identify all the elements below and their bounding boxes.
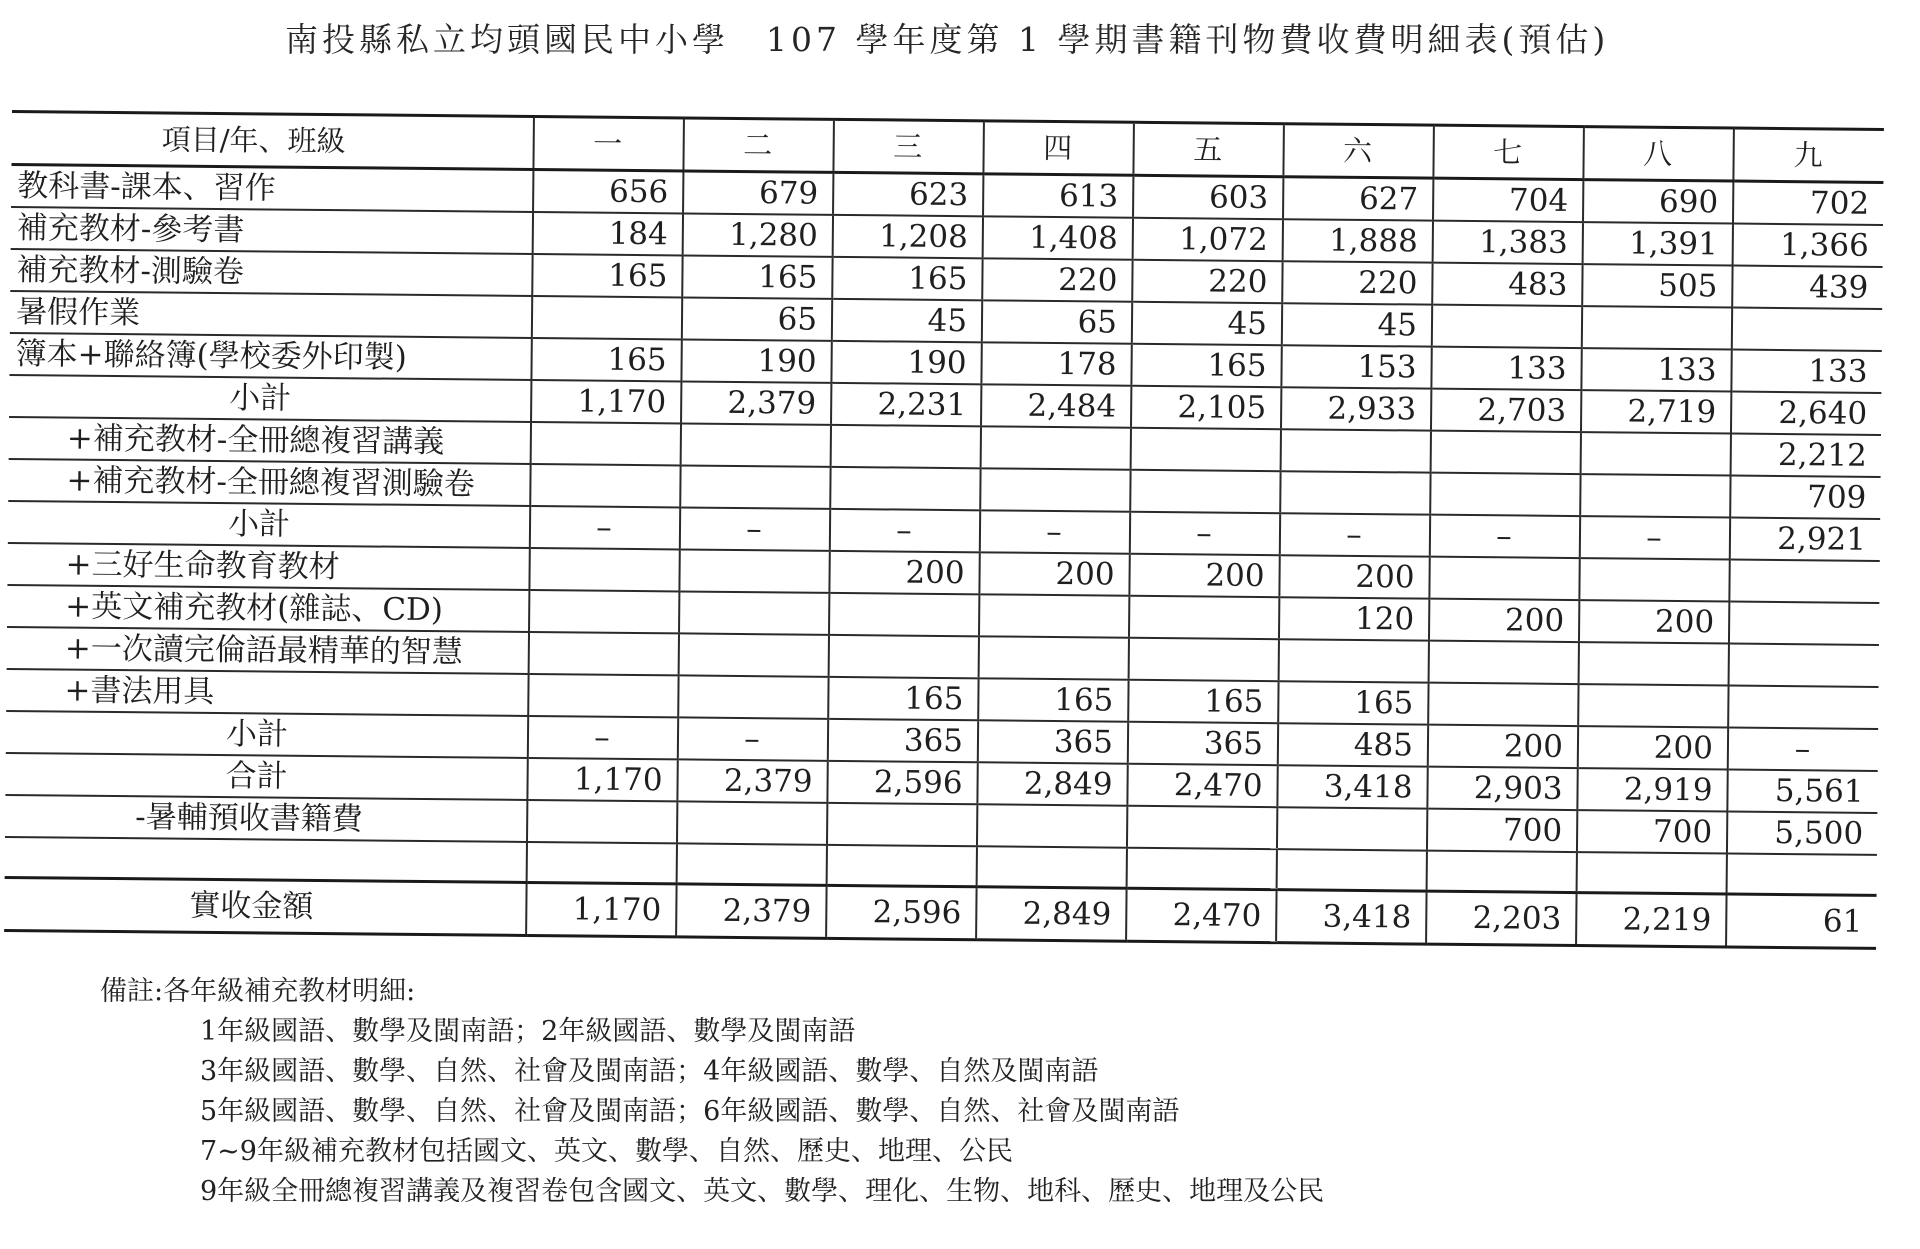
table-cell <box>529 548 679 591</box>
grade-header: 九 <box>1733 128 1884 182</box>
table-cell: 165 <box>978 678 1128 721</box>
table-cell <box>979 594 1129 637</box>
grade-header: 八 <box>1583 127 1734 181</box>
table-cell: 709 <box>1730 476 1880 519</box>
table-cell: 45 <box>1282 303 1432 346</box>
table-cell: 1,888 <box>1283 219 1433 262</box>
table-cell <box>1579 642 1729 685</box>
table-cell <box>981 426 1131 469</box>
table-cell: 220 <box>1282 261 1432 304</box>
table-cell <box>1129 638 1279 681</box>
row-label: +英文補充教材(雜誌、CD) <box>7 585 529 632</box>
table-cell: 2,203 <box>1426 891 1577 945</box>
table-cell: 3,418 <box>1276 890 1427 944</box>
row-label: 補充教材-測驗卷 <box>10 249 532 296</box>
row-label <box>5 837 527 883</box>
table-cell: 200 <box>1279 555 1429 598</box>
table-cell: 2,484 <box>981 384 1131 427</box>
grade-header: 七 <box>1433 125 1584 179</box>
table-cell: 483 <box>1432 263 1582 306</box>
row-label: 補充教材-參考書 <box>11 207 533 254</box>
table-cell: 2,379 <box>677 759 827 802</box>
remark-line: 7~9年級補充教材包括國文、英文、數學、自然、歷史、地理、公民 <box>200 1136 1013 1167</box>
table-cell: 439 <box>1732 266 1882 309</box>
row-label: +一次讀完倫語最精華的智慧 <box>7 627 529 674</box>
remarks-section <box>100 972 1324 1212</box>
table-cell: 2,470 <box>1127 764 1277 807</box>
grade-header: 五 <box>1133 122 1284 176</box>
table-cell: 165 <box>682 255 832 298</box>
table-cell: 627 <box>1283 177 1433 221</box>
table-cell: 2,219 <box>1576 893 1727 947</box>
table-cell <box>1280 471 1430 514</box>
table-cell <box>1430 473 1580 516</box>
table-cell <box>1281 429 1431 472</box>
table-cell <box>830 467 980 510</box>
table-cell: 2,105 <box>1131 386 1281 429</box>
table-cell: 2,703 <box>1431 389 1581 432</box>
row-label: 小計 <box>9 375 531 422</box>
document-title: 南投縣私立均頭國民中小學 107 學年度第 1 學期書籍刊物費收費明細表(預估) <box>285 20 1610 59</box>
table-cell: 2,719 <box>1581 390 1731 433</box>
table-cell <box>1277 807 1427 850</box>
table-cell: 165 <box>832 257 982 300</box>
table-cell <box>681 423 831 466</box>
table-cell: 165 <box>1128 680 1278 723</box>
table-cell: – <box>1430 515 1580 558</box>
table-cell <box>1131 428 1281 471</box>
table-cell: 5,500 <box>1727 811 1877 854</box>
table-cell: 603 <box>1133 175 1283 219</box>
table-cell <box>979 636 1129 679</box>
table-cell: 2,640 <box>1731 392 1881 435</box>
table-cell <box>528 674 678 717</box>
table-cell: 679 <box>683 171 833 215</box>
table-cell <box>1127 806 1277 849</box>
table-cell: 704 <box>1433 178 1583 222</box>
table-cell <box>1578 684 1728 727</box>
table-cell <box>1581 432 1731 475</box>
table-cell <box>1579 558 1729 601</box>
table-cell: 133 <box>1581 348 1731 391</box>
table-cell: 165 <box>1131 344 1281 387</box>
table-cell <box>1729 644 1879 687</box>
table-cell: 700 <box>1427 809 1577 852</box>
row-label: 簿本+聯絡簿(學校委外印製) <box>9 333 531 380</box>
table-cell <box>1429 557 1579 600</box>
table-cell: 165 <box>828 677 978 720</box>
table-cell: 1,383 <box>1433 221 1583 264</box>
table-cell: 2,933 <box>1281 387 1431 430</box>
table-cell: 656 <box>533 170 683 214</box>
table-cell <box>680 465 830 508</box>
table-cell: 61 <box>1726 894 1877 948</box>
row-label: +三好生命教育教材 <box>7 543 529 590</box>
table-cell: 613 <box>983 174 1133 218</box>
fee-table-body <box>4 164 1883 948</box>
table-cell: 200 <box>1578 726 1728 769</box>
table-cell <box>1431 431 1581 474</box>
table-cell: 190 <box>681 339 831 382</box>
table-cell: 2,596 <box>827 761 977 804</box>
table-cell: 2,379 <box>681 381 831 424</box>
remark-line: 9年級全冊總複習講義及複習卷包含國文、英文、數學、理化、生物、地科、歷史、地理及公民 <box>200 1176 1325 1207</box>
table-cell <box>1577 852 1727 894</box>
grade-header: 二 <box>683 118 834 172</box>
row-label: 小計 <box>6 711 528 758</box>
table-cell: – <box>1728 728 1878 771</box>
table-cell: 700 <box>1577 810 1727 853</box>
table-cell: 2,231 <box>831 383 981 426</box>
table-cell: 1,170 <box>531 380 681 423</box>
table-cell: 200 <box>1579 600 1729 643</box>
table-cell <box>829 635 979 678</box>
table-cell <box>1428 683 1578 726</box>
table-cell: 1,408 <box>983 216 1133 259</box>
table-cell: 45 <box>832 299 982 342</box>
table-cell: 200 <box>979 552 1129 595</box>
table-cell <box>679 549 829 592</box>
table-cell: 1,391 <box>1583 222 1733 265</box>
table-cell: – <box>1580 516 1730 559</box>
table-cell <box>1429 641 1579 684</box>
table-cell <box>977 804 1127 847</box>
table-cell <box>1432 305 1582 348</box>
row-label: +補充教材-全冊總複習測驗卷 <box>8 459 530 506</box>
table-cell <box>831 425 981 468</box>
table-cell: 485 <box>1278 723 1428 766</box>
table-cell <box>678 675 828 718</box>
table-cell: 1,170 <box>526 882 677 936</box>
table-cell <box>827 845 977 887</box>
table-cell <box>677 801 827 844</box>
table-cell <box>677 843 827 885</box>
table-cell: 220 <box>1132 260 1282 303</box>
fee-table <box>4 110 1884 950</box>
table-cell: 65 <box>682 297 832 340</box>
table-cell: 200 <box>1428 725 1578 768</box>
table-cell <box>977 846 1127 888</box>
table-cell: 623 <box>833 172 983 216</box>
table-cell: – <box>530 506 680 549</box>
table-cell: 200 <box>829 551 979 594</box>
table-cell <box>1129 596 1279 639</box>
table-cell <box>530 464 680 507</box>
remark-line: 1年級國語、數學及閩南語；2年級國語、數學及閩南語 <box>200 1016 856 1047</box>
remarks-heading: 備註:各年級補充教材明細: <box>100 976 416 1007</box>
table-cell <box>527 842 677 884</box>
table-cell: 178 <box>981 342 1131 385</box>
table-cell: 5,561 <box>1727 770 1877 813</box>
table-cell: 165 <box>532 254 682 297</box>
table-cell <box>527 800 677 843</box>
table-cell: 1,280 <box>683 213 833 256</box>
table-cell: 2,919 <box>1577 768 1727 811</box>
table-cell <box>679 591 829 634</box>
table-cell: – <box>1130 512 1280 555</box>
table-cell: 505 <box>1582 264 1732 307</box>
table-cell: 2,470 <box>1126 888 1277 942</box>
table-cell: 133 <box>1731 350 1881 393</box>
table-cell <box>1729 560 1879 603</box>
row-label: +書法用具 <box>6 669 528 716</box>
table-cell: 2,212 <box>1731 434 1881 477</box>
table-cell <box>1727 853 1877 895</box>
table-cell <box>1728 686 1878 729</box>
table-cell: 2,903 <box>1427 767 1577 810</box>
table-cell: 1,208 <box>833 215 983 258</box>
table-cell: 1,072 <box>1133 218 1283 261</box>
table-cell: – <box>528 716 678 759</box>
table-cell <box>829 593 979 636</box>
grade-header: 三 <box>833 119 984 173</box>
table-cell: 184 <box>533 212 683 255</box>
row-label: +補充教材-全冊總複習講義 <box>9 417 531 464</box>
table-cell: 153 <box>1281 345 1431 388</box>
table-cell <box>531 422 681 465</box>
table-cell: 190 <box>831 341 981 384</box>
table-cell <box>1582 306 1732 349</box>
table-cell: 2,379 <box>676 884 827 938</box>
table-cell: 690 <box>1583 180 1733 224</box>
table-cell: 365 <box>978 720 1128 763</box>
table-cell: 2,849 <box>977 762 1127 805</box>
table-cell: 2,596 <box>826 885 977 939</box>
table-cell: 3,418 <box>1277 765 1427 808</box>
table-cell: 165 <box>531 338 681 381</box>
table-cell <box>1729 602 1879 645</box>
table-cell: – <box>680 507 830 550</box>
table-cell <box>529 590 679 633</box>
table-cell: 65 <box>982 300 1132 343</box>
table-cell <box>1580 474 1730 517</box>
table-cell <box>1130 470 1280 513</box>
row-label: 暑假作業 <box>10 291 532 338</box>
table-cell <box>980 468 1130 511</box>
row-label: 小計 <box>8 501 530 548</box>
table-cell <box>1277 849 1427 891</box>
table-cell: – <box>830 509 980 552</box>
table-cell <box>827 803 977 846</box>
grade-header: 六 <box>1283 124 1434 178</box>
table-cell: 165 <box>1278 681 1428 724</box>
table-cell <box>679 633 829 676</box>
table-cell: 2,921 <box>1730 518 1880 561</box>
table-cell: 1,366 <box>1733 224 1883 267</box>
table-cell <box>1127 848 1277 890</box>
table-cell <box>1732 308 1882 351</box>
table-cell: 2,849 <box>976 887 1127 941</box>
remark-line: 3年級國語、數學、自然、社會及閩南語；4年級國語、數學、自然及閩南語 <box>200 1056 1099 1087</box>
grade-header: 一 <box>533 117 684 171</box>
table-cell: 702 <box>1733 181 1883 225</box>
row-label: -暑輔預收書籍費 <box>5 795 527 842</box>
table-cell: 365 <box>1128 722 1278 765</box>
remark-line: 5年級國語、數學、自然、社會及閩南語；6年級國語、數學、自然、社會及閩南語 <box>200 1096 1180 1127</box>
row-label: 教科書-課本、習作 <box>11 164 533 212</box>
table-cell: 120 <box>1279 597 1429 640</box>
table-cell: 45 <box>1132 302 1282 345</box>
row-label: 合計 <box>5 753 527 800</box>
header-item-label: 項目/年、班級 <box>11 111 533 169</box>
table-cell: 200 <box>1429 599 1579 642</box>
table-cell: 1,170 <box>527 758 677 801</box>
table-cell <box>1427 851 1577 893</box>
table-cell: 365 <box>828 719 978 762</box>
table-cell: – <box>1280 513 1430 556</box>
table-cell <box>532 296 682 339</box>
table-cell: – <box>678 717 828 760</box>
grade-header: 四 <box>983 121 1134 175</box>
table-cell <box>529 632 679 675</box>
row-label: 實收金額 <box>4 877 526 935</box>
table-cell: 220 <box>982 258 1132 301</box>
table-cell <box>1279 639 1429 682</box>
table-cell: 133 <box>1431 347 1581 390</box>
table-cell: – <box>980 510 1130 553</box>
table-cell: 200 <box>1129 554 1279 597</box>
